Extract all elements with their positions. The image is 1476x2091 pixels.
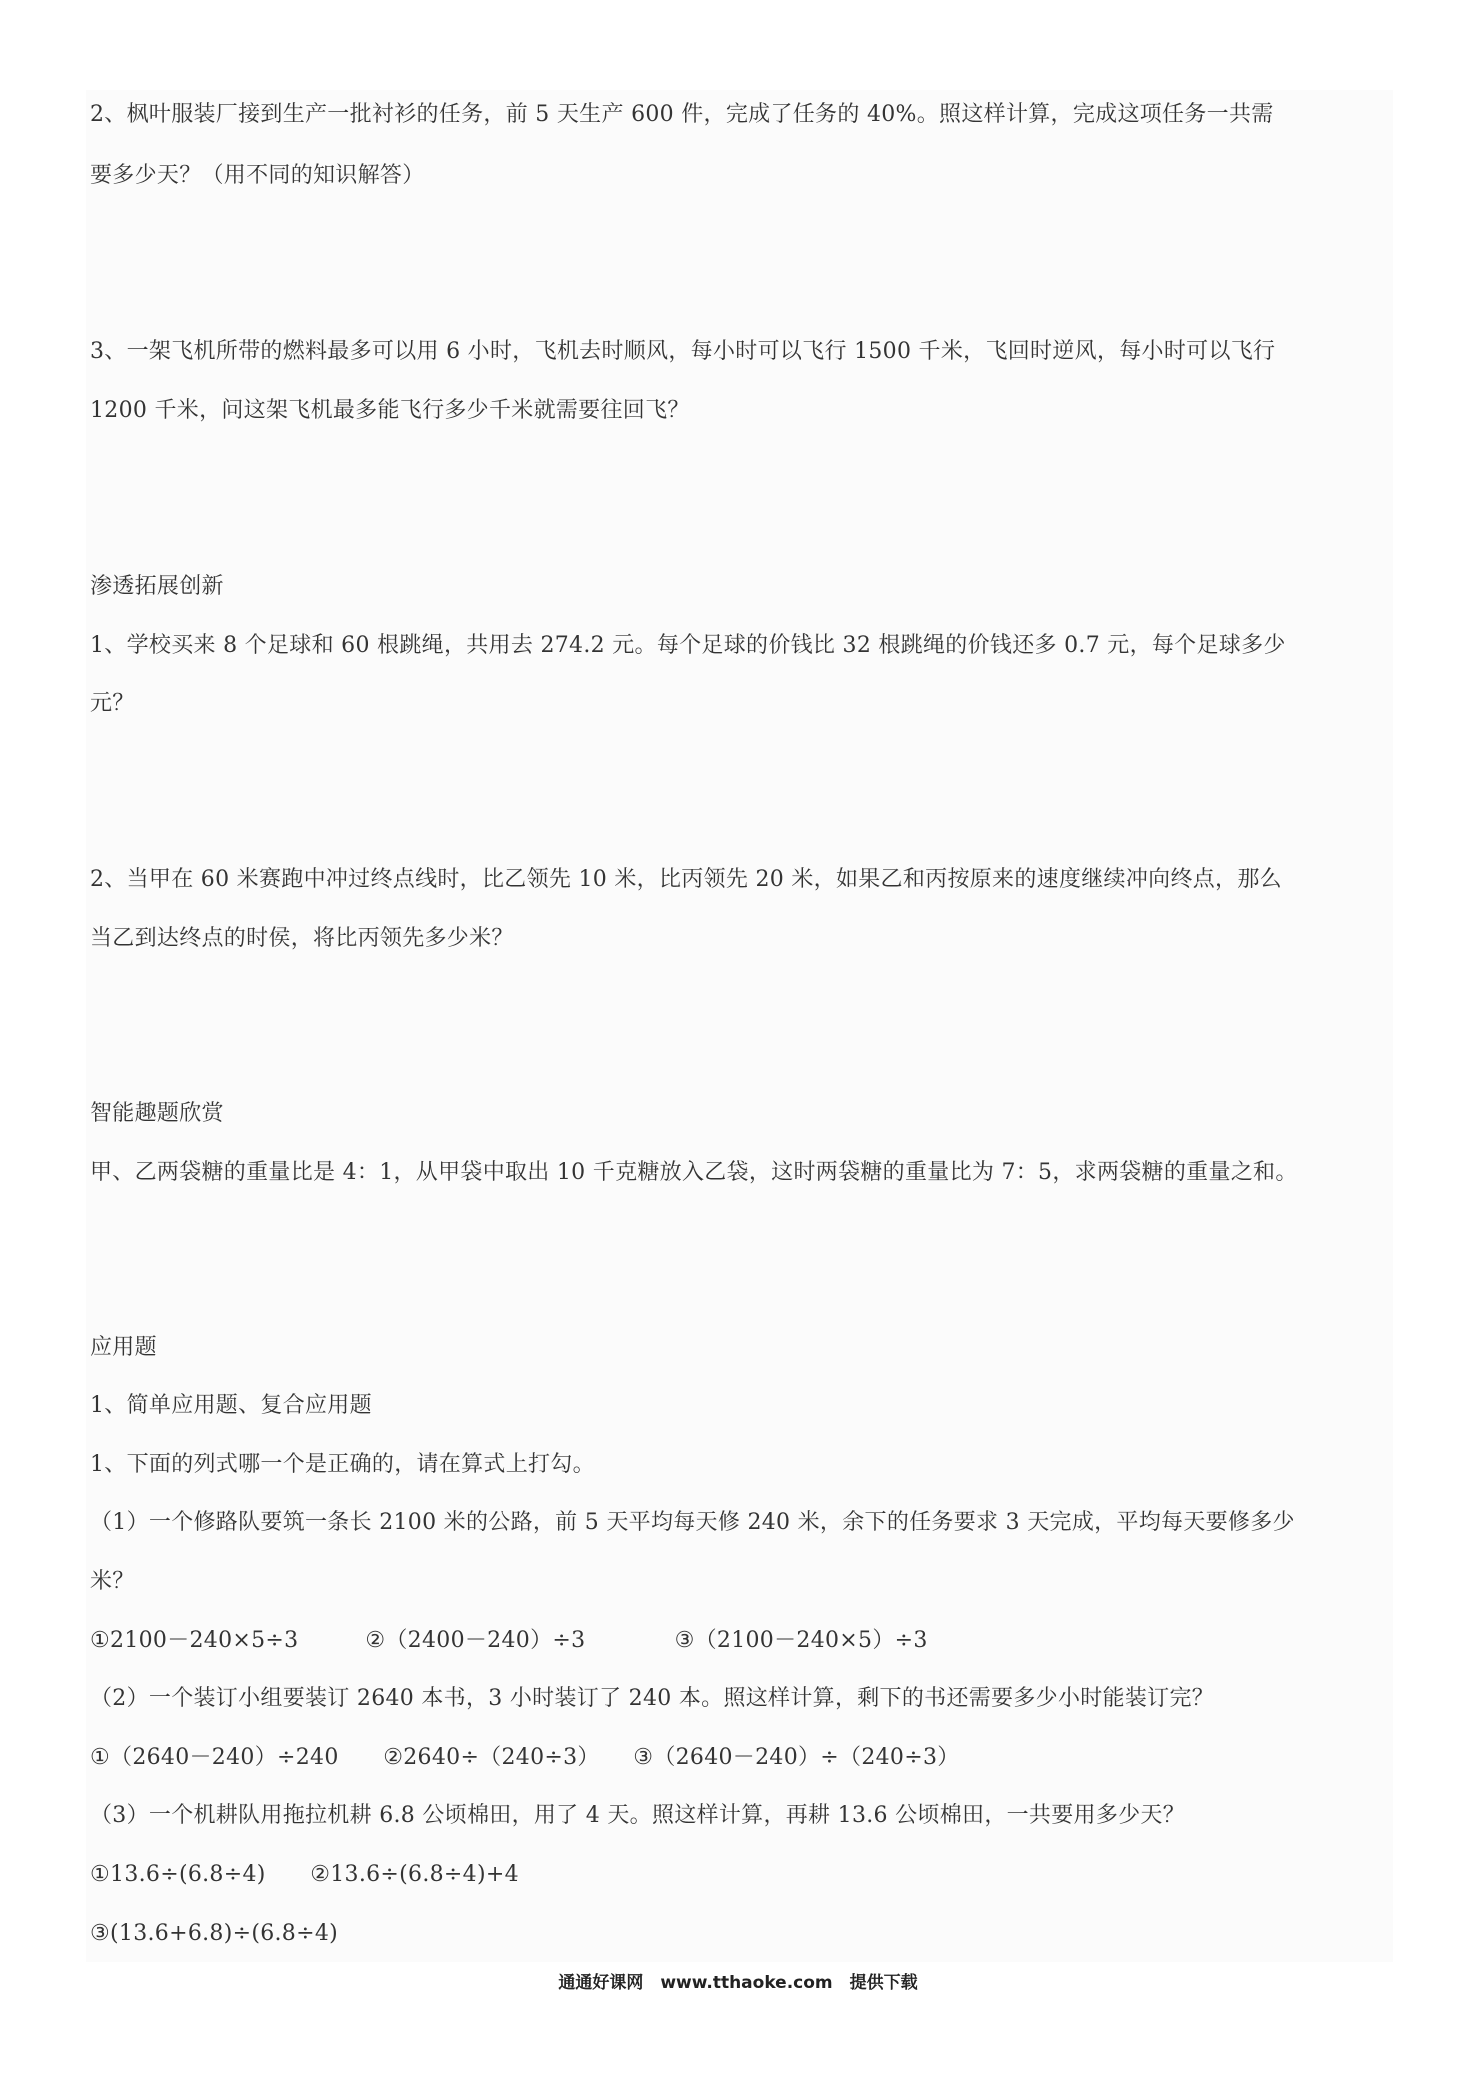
question-1-options: ①2100－240×5÷3 ②（2400－240）÷3 ③（2100－240×5）÷3 [90, 1628, 928, 1653]
subsection-heading: 1、简单应用题、复合应用题 [90, 1393, 372, 1418]
question-3-text: （3）一个机耕队用拖拉机耕 6.8 公顷棉田，用了 4 天。照这样计算，再耕 13.6 公顷棉田，一共要用多少天？ [90, 1803, 1186, 1828]
extension-problem-1-line-2: 元？ [90, 691, 135, 716]
problem-3-line-1: 3、一架飞机所带的燃料最多可以用 6 小时，飞机去时顺风，每小时可以飞行 1500 千米，飞回时逆风，每小时可以飞行 [90, 339, 1276, 364]
problem-3-line-2: 1200 千米，问这架飞机最多能飞行多少千米就需要往回飞？ [90, 398, 690, 423]
question-2-options: ①（2640－240）÷240 ②2640÷（240÷3） ③（2640－240）÷（240÷3） [90, 1745, 960, 1770]
question-3-options-line-2: ③(13.6+6.8)÷(6.8÷4) [90, 1921, 339, 1946]
section-heading-puzzle: 智能趣题欣赏 [90, 1101, 224, 1126]
section-heading-extension: 渗透拓展创新 [90, 574, 224, 599]
question-1-line-1: （1）一个修路队要筑一条长 2100 米的公路，前 5 天平均每天修 240 米，余下的任务要求 3 天完成，平均每天要修多少 [90, 1510, 1295, 1535]
extension-problem-2-line-1: 2、当甲在 60 米赛跑中冲过终点线时，比乙领先 10 米，比丙领先 20 米，如果乙和丙按原来的速度继续冲向终点，那么 [90, 867, 1282, 892]
question-1-line-2: 米？ [90, 1569, 135, 1594]
question-3-options-line-1: ①13.6÷(6.8÷4) ②13.6÷(6.8÷4)+4 [90, 1862, 519, 1887]
extension-problem-2-line-2: 当乙到达终点的时侯，将比丙领先多少米？ [90, 926, 514, 951]
page-background [86, 90, 1393, 1962]
page-footer: 通通好课网 www.tthaoke.com 提供下载 [558, 1973, 918, 1993]
problem-2-line-2: 要多少天？（用不同的知识解答） [90, 163, 425, 188]
extension-problem-1-line-1: 1、学校买来 8 个足球和 60 根跳绳，共用去 274.2 元。每个足球的价钱比 32 根跳绳的价钱还多 0.7 元，每个足球多少 [90, 633, 1286, 658]
problem-2-line-1: 2、枫叶服装厂接到生产一批衬衫的任务，前 5 天生产 600 件，完成了任务的 40%。照这样计算，完成这项任务一共需 [90, 102, 1274, 127]
instruction-text: 1、下面的列式哪一个是正确的，请在算式上打勾。 [90, 1452, 595, 1477]
question-2-text: （2）一个装订小组要装订 2640 本书，3 小时装订了 240 本。照这样计算，剩下的书还需要多少小时能装订完？ [90, 1686, 1215, 1711]
section-heading-applied: 应用题 [90, 1335, 157, 1360]
puzzle-problem: 甲、乙两袋糖的重量比是 4：1，从甲袋中取出 10 千克糖放入乙袋，这时两袋糖的重量比为 7：5，求两袋糖的重量之和。 [90, 1160, 1298, 1185]
